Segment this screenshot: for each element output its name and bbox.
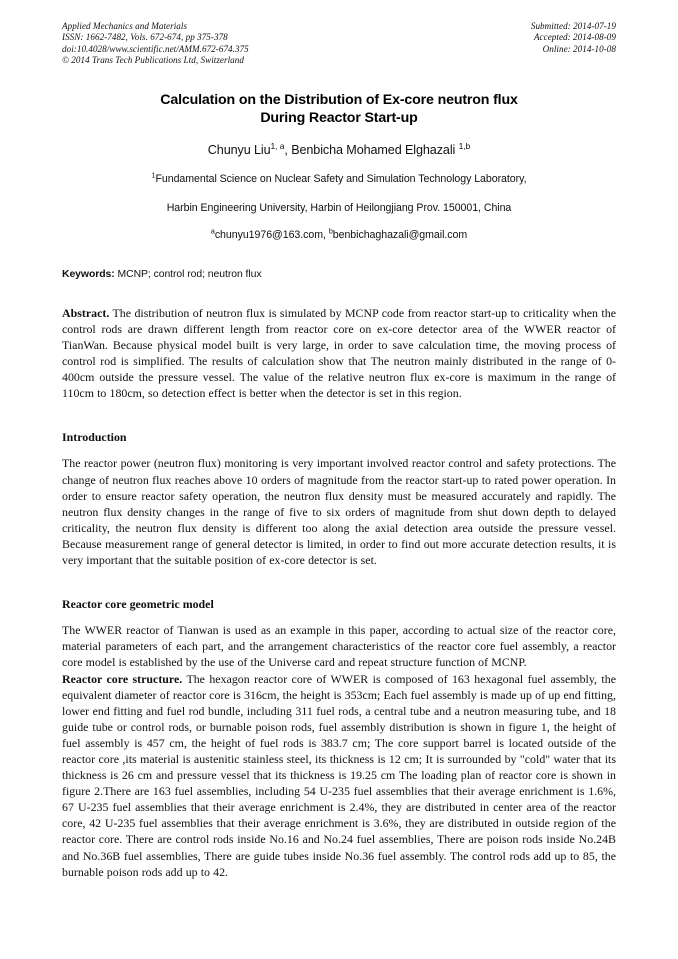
reactor-core-structure-text: The hexagon reactor core of WWER is composed of 163 hexagonal fuel assembly, the equivalent diameter of reactor core is 316cm, the height is 353cm; Each fuel assembly is made up of up end fitting, lower end fitting and fuel rod bundle, including 311 fuel rods, a central tube and a neutron measuring tube, and 18 guide tube or control rods, or burnable poison rods, fuel assembly distribution is shown in figure 1, the height of fuel assembly is 457 cm, the height of fuel rods is 383.7 cm; The core support barrel is located outside of the reactor core ,its material is austenitic stainless steel, its thickness is 12 cm; It is surrounded by "cold" water that its thickness is 26 cm and pressure vessel that its thickness is 19.25 cm The loading plan of reactor core is shown in figure 2.There are 163 fuel assemblies, including 54 U-235 fuel assemblies that their average enrichment is 1.6%, 67 U-235 fuel assemblies that their average enrichment is 2.4%, they are distributed in center area of the reactor core, 42 U-235 fuel assemblies that their average enrichment is 3.6%, they are distributed in outside region of the reactor core. There are control rods inside No.16 and No.24 fuel assemblies, There are poison rods inside No.24B and No.36B fuel assemblies, There are guide tubes inside No.36 fuel assembly. The control rods add up to 85, the burnable poison rods add up to 42.: [62, 671, 616, 879]
page-title: [62, 91, 616, 128]
author-separator: ,: [284, 142, 292, 157]
geometric-model-paragraph: The WWER reactor of Tianwan is used as an example in this paper, according to actual size of the reactor core, material parameters of each part, and the arrangement characteristics of the reactor core fuel assembly, a reactor core model is established by the use of the Universe card and repeat structure function of MCNP.: [62, 623, 616, 670]
page-content: [62, 21, 616, 880]
author-2-name: Benbicha Mohamed Elghazali: [291, 142, 459, 157]
affiliation-lab: Fundamental Science on Nuclear Safety and Simulation Technology Laboratory,: [155, 172, 527, 185]
affiliation-line-2: [62, 201, 616, 215]
email-a[interactable]: chunyu1976@163.com,: [214, 228, 329, 241]
title-line-2: During Reactor Start-up: [260, 110, 418, 127]
journal-copyright: © 2014 Trans Tech Publications Ltd, Switzerland: [62, 55, 244, 66]
author-list: [62, 142, 616, 158]
introduction-paragraph: The reactor power (neutron flux) monitoring is very important involved reactor control and safety protections. The change of neutron flux reaches above 10 orders of magnitude from the reactor start-up to rated power operation. In order to ensure reactor safety operation, the neutron flux density must be measured accurately and rapidly. The neutron flux density changes in the range of five to six orders of magnitude from shut down depth to delayed criticality, the neutron flux density is different too along the axial detection area outside the pressure vessel. Because measurement range of general detector is limited, in order to find out more accurate detection results, it is very important that the suitable position of ex-core detector is set.: [62, 456, 616, 568]
reactor-core-structure-subheading: Reactor core structure.: [62, 671, 183, 686]
title-line-1: Calculation on the Distribution of Ex-core neutron flux: [160, 91, 518, 108]
journal-header-left: [62, 21, 249, 67]
section-heading-geometric-model: Reactor core geometric model: [62, 597, 214, 612]
journal-issn-volume: ISSN: 1662-7482, Vols. 672-674, pp 375-378: [62, 32, 228, 43]
email-b-marker: b: [328, 226, 333, 236]
keywords-label: Keywords:: [62, 268, 115, 280]
abstract-paragraph: [62, 305, 616, 402]
abstract-text: The distribution of neutron flux is simulated by MCNP code from reactor start-up to criticality when the control rods are drawn different length from reactor core on ex-core detector area of the WWER reactor of TianWan. Because physical model built is very large, in order to save calculation time, the moving process of control rod is simplified. The results of calculation show that The neutron mainly distributed in the range of 0-400cm outside the pressure vessel. The value of the relative neutron flux ex-core is maximum in the range of 110cm to 180cm, so detection effect is better when the detector is set in this region.: [62, 305, 616, 401]
author-1-affiliation-marker: 1, a: [270, 140, 285, 151]
affiliation-marker: 1: [151, 170, 156, 180]
affiliation-university: Harbin Engineering University, Harbin of Heilongjiang Prov. 150001, China: [166, 201, 512, 214]
author-1-name: Chunyu Liu: [207, 142, 271, 157]
email-b[interactable]: benbichaghazali@gmail.com: [332, 228, 468, 241]
journal-name: Applied Mechanics and Materials: [62, 21, 188, 31]
journal-doi: doi:10.4028/www.scientific.net/AMM.672-674.375: [62, 43, 249, 54]
journal-header-right: [531, 21, 616, 55]
abstract-label: Abstract.: [62, 305, 110, 320]
section-heading-introduction: Introduction: [62, 430, 127, 445]
journal-header: [62, 21, 616, 67]
author-emails: [62, 228, 616, 242]
email-a-marker: a: [210, 226, 215, 236]
accepted-date: Accepted: 2014-08-09: [533, 32, 616, 43]
keywords-value: MCNP; control rod; neutron flux: [114, 268, 262, 280]
author-2-affiliation-marker: 1,b: [458, 140, 471, 151]
keywords-line: [62, 268, 616, 282]
submitted-date: Submitted: 2014-07-19: [530, 21, 616, 31]
online-date: Online: 2014-10-08: [542, 43, 616, 54]
affiliation-line-1: [62, 172, 616, 186]
reactor-core-structure-paragraph: [62, 671, 616, 880]
